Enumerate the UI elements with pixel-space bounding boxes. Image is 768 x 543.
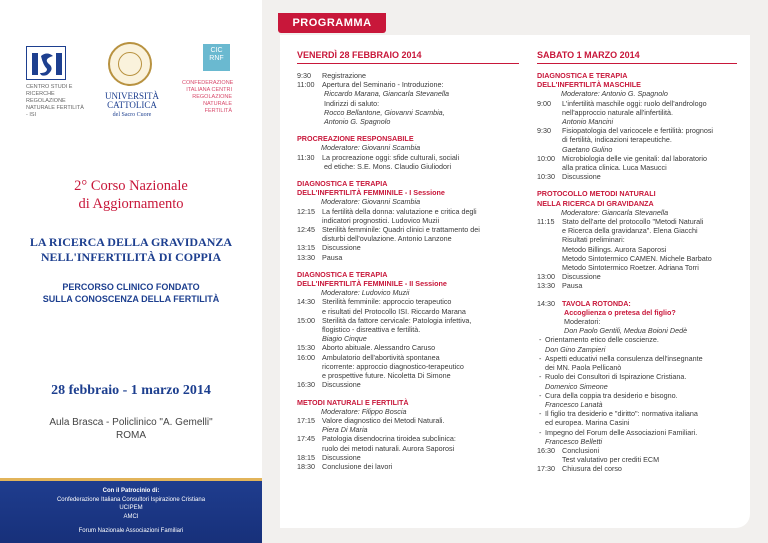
item: Discussione (322, 452, 361, 462)
schedule-row (297, 234, 507, 243)
bullet-row (537, 418, 737, 427)
bullet-row (537, 391, 737, 400)
schedule-row (297, 353, 507, 362)
item: Apertura del Seminario - Introduzione: (322, 80, 444, 90)
item: Sterilità femminile: approccio terapeutico (322, 297, 452, 307)
schedule-row (297, 207, 507, 216)
item: Il figlio tra desiderio e "diritto": normativa italiana (545, 409, 698, 419)
schedule-row (537, 117, 737, 126)
time (297, 444, 322, 453)
schedule-row (297, 444, 507, 453)
item: flogistico - disreattiva e fertilità. (322, 325, 421, 335)
event-dates: 28 febbraio - 1 marzo 2014 (51, 383, 211, 398)
day1-heading-rule (297, 63, 519, 64)
time: 10:00 (537, 153, 555, 163)
schedule-row (297, 80, 507, 89)
item: Discussione (322, 243, 361, 253)
item: Risultati preliminari: (562, 235, 625, 245)
time (537, 235, 562, 244)
speakers: Francesco Belletti (545, 436, 603, 446)
bullet-row (537, 400, 737, 409)
bullet-row (537, 372, 737, 381)
moderator: Don Paolo Gentili, Medua Boioni Dedè (564, 326, 688, 336)
course-subtitle (0, 281, 262, 305)
item: disturbi dell'ovulazione. Antonio Lanzone (322, 234, 452, 244)
time (537, 455, 562, 464)
time: 17:30 (537, 464, 555, 474)
day2-heading-rule (537, 63, 737, 64)
schedule-row (297, 371, 507, 380)
time (297, 334, 322, 343)
speakers: Don Gino Zampieri (545, 344, 606, 354)
speakers: Francesco Lanatà (545, 399, 603, 409)
schedule-row (297, 434, 507, 443)
item: Ambulatorio dell'abortività spontanea (322, 352, 440, 362)
time (537, 108, 562, 117)
speakers: Antonio G. Spagnolo (324, 117, 391, 127)
item: alla pratica clinica. Luca Masucci (562, 163, 667, 173)
section-title: DIAGNOSTICA E TERAPIA (537, 71, 628, 80)
schedule-row (537, 464, 737, 473)
schedule-row (537, 226, 737, 235)
schedule-row (537, 172, 737, 181)
schedule-row (537, 263, 737, 272)
time (537, 245, 562, 254)
speakers: Rocco Bellantone, Giovanni Scambia, (324, 107, 445, 117)
section-title: DIAGNOSTICA E TERAPIA (297, 269, 388, 279)
time: 15:00 (297, 315, 315, 325)
moderator-label: Moderatori: (564, 317, 601, 327)
item: Aborto abituale. Alessandro Caruso (322, 343, 436, 353)
schedule-row (297, 316, 507, 325)
item: Metodo Billings. Aurora Saporosi (562, 244, 667, 254)
moderator: Moderatore: Giovanni Scambia (321, 143, 421, 153)
item: Pausa (562, 281, 583, 291)
schedule-row (537, 135, 737, 144)
item: indicatori prognostici. Ludovico Muzii (322, 215, 440, 225)
time: 14:30 (297, 297, 315, 307)
section-title: TAVOLA ROTONDA: (562, 298, 631, 308)
bullet (537, 345, 545, 354)
bullet-row (537, 335, 737, 344)
ucsc-subtitle: del Sacro Cuore (112, 112, 152, 118)
ucsc-seal-icon (108, 42, 152, 86)
schedule-row (537, 281, 737, 290)
speakers: Riccardo Marana, Giancarla Stevanella (324, 89, 450, 99)
patronage-line: AMCI (123, 513, 139, 520)
section-title: DIAGNOSTICA E TERAPIA (297, 179, 388, 189)
moderator: Moderatore: Giovanni Scambia (321, 197, 421, 207)
moderator: Moderatore: Filippo Boscia (321, 406, 407, 416)
speakers: Piera Di Maria (322, 425, 368, 435)
section-title: PROCREAZIONE RESPONSABILE (297, 134, 414, 144)
venue-city: ROMA (116, 430, 146, 441)
time: 9:30 (537, 126, 551, 136)
bullet (537, 363, 545, 372)
schedule-row (297, 225, 507, 234)
time: 17:15 (297, 415, 315, 425)
time (537, 163, 562, 172)
schedule-row (297, 334, 507, 343)
item: Sterilità femminile: Quadri clinici e trattamento dei (322, 225, 480, 235)
schedule-row (297, 416, 507, 425)
time: 14:30 (537, 298, 555, 308)
program-tab: PROGRAMMA (278, 13, 386, 33)
time (297, 234, 322, 243)
section-title: Accoglienza o pretesa del figlio? (564, 307, 676, 317)
course-title (0, 177, 262, 213)
item: e prospettive future. Nicoletta Di Simone (322, 371, 451, 381)
day2-heading: SABATO 1 MARZO 2014 (537, 50, 640, 60)
item: Conclusioni (562, 445, 600, 455)
schedule-row (537, 145, 737, 154)
moderator: Moderatore: Giancarla Stevanella (561, 207, 669, 217)
bullet (537, 437, 545, 446)
course-subtitle-line: SULLA CONOSCENZA DELLA FERTILITÀ (42, 294, 220, 304)
time (537, 145, 562, 154)
time (297, 325, 322, 334)
item: Discussione (562, 272, 601, 282)
isi-logo (26, 46, 66, 80)
schedule-row (297, 243, 507, 252)
time (297, 362, 322, 371)
item: Metodo Sintotermico Roetzer. Adriana Torri (562, 263, 699, 273)
speakers: Antonio Mancini (562, 117, 614, 127)
item: Patologia disendocrina tiroidea subclinica: (322, 434, 456, 444)
schedule-row (537, 254, 737, 263)
time: 15:30 (297, 343, 315, 353)
item: Valore diagnostico dei Metodi Naturali. (322, 415, 445, 425)
item: ricorrente: approccio diagnostico-terapeutico (322, 361, 464, 371)
item: ed europea. Marina Casini (545, 418, 630, 428)
time (297, 307, 322, 316)
schedule-row (297, 71, 507, 80)
bullet: - (539, 335, 542, 345)
item: Orientamento etico delle coscienze. (545, 335, 659, 345)
time: 11:00 (297, 80, 315, 90)
item: e Ricerca della gravidanza". Elena Giacchi (562, 226, 698, 236)
time: 9:00 (537, 98, 551, 108)
schedule-row (297, 253, 507, 262)
item: Registrazione (322, 71, 366, 80)
time: 13:30 (537, 281, 555, 291)
section-title: DELL'INFERTILITÀ FEMMINILE - II Sessione (297, 279, 447, 289)
bullet: - (539, 353, 542, 363)
schedule-row (537, 163, 737, 172)
main-title-line: LA RICERCA DELLA GRAVIDANZA (29, 235, 233, 249)
time: 18:30 (297, 461, 315, 471)
bullet (537, 382, 545, 391)
time (297, 425, 322, 434)
section-title: PROTOCOLLO METODI NATURALI (537, 189, 656, 199)
time: 16:30 (297, 380, 315, 390)
item: La procreazione oggi: sfide culturali, sociali (322, 152, 460, 162)
time: 12:45 (297, 225, 315, 235)
schedule-row (537, 446, 737, 455)
section-title: DELL'INFERTILITÀ MASCHILE (537, 80, 641, 90)
time: 11:30 (297, 152, 315, 162)
item: Conclusione dei lavori (322, 461, 393, 471)
schedule-row (537, 245, 737, 254)
time: 13:00 (537, 272, 555, 282)
time: 17:45 (297, 434, 315, 444)
time: 13:15 (297, 243, 315, 253)
speakers: Gaetano Gulino (562, 144, 613, 154)
time: 13:30 (297, 252, 315, 262)
time (537, 135, 562, 144)
bullet: - (539, 409, 542, 419)
section-title: DELL'INFERTILITÀ FEMMINILE - I Sessione (297, 188, 445, 198)
event-venue (0, 416, 262, 442)
section-gap (537, 291, 737, 299)
bullet-row (537, 428, 737, 437)
time: 18:15 (297, 452, 315, 462)
schedule-row (297, 462, 507, 471)
time: 12:15 (297, 206, 315, 216)
bullet-row (537, 345, 737, 354)
schedule-row (537, 235, 737, 244)
schedule-row (297, 362, 507, 371)
item: dei MN. Paola Pellicanò (545, 363, 622, 373)
item: Metodo Sintotermico CAMEN. Michele Barbato (562, 253, 712, 263)
time (297, 371, 322, 380)
speakers: Biagio Cinque (322, 334, 367, 344)
item: Ruolo dei Consultori di Ispirazione Cristiana. (545, 372, 687, 382)
main-title (0, 235, 262, 265)
schedule-row (537, 154, 737, 163)
item: Discussione (562, 172, 601, 182)
item: e risultati del Protocollo ISI. Riccardo Marana (322, 306, 466, 316)
moderator: Moderatore: Antonio G. Spagnolo (561, 89, 668, 99)
item: Sterilità da fattore cervicale: Patologia infettiva, (322, 315, 472, 325)
schedule-row (297, 380, 507, 389)
schedule-row (297, 297, 507, 306)
item: Discussione (322, 380, 361, 390)
bullet: - (539, 372, 542, 382)
schedule-row (537, 126, 737, 135)
item: Indirizzi di saluto: (324, 98, 380, 108)
bullet (537, 400, 545, 409)
moderator: Moderatore: Ludovico Muzii (321, 288, 410, 298)
item: Test valutativo per crediti ECM (562, 455, 660, 465)
venue-line: Aula Brasca - Policlinico "A. Gemelli" (49, 417, 213, 428)
bullet: - (539, 427, 542, 437)
day2-column (537, 71, 737, 474)
time: 10:30 (537, 172, 555, 182)
schedule-row (297, 453, 507, 462)
schedule-row (297, 307, 507, 316)
item: Aspetti educativi nella consulenza dell'insegnante (545, 353, 703, 363)
time (537, 254, 562, 263)
item: ruolo dei metodi naturali. Aurora Saporosi (322, 443, 455, 453)
isi-caption: CENTRO STUDI E RICERCHE REGOLAZIONE NATURALE FERTILITÀ - ISI (26, 84, 84, 118)
time: 11:15 (537, 217, 555, 227)
schedule-row (297, 425, 507, 434)
patronage-line: Confederazione Italiana Consultori Ispirazione Cristiana (56, 496, 206, 503)
course-title-line: 2° Corso Nazionale (74, 178, 188, 194)
item: nell'approccio naturale all'infertilità. (562, 107, 674, 117)
item: Pausa (322, 252, 343, 262)
time (537, 117, 562, 126)
item: Chiusura del corso (562, 464, 622, 474)
section-title: NELLA RICERCA DI GRAVIDANZA (537, 198, 654, 208)
course-subtitle-line: PERCORSO CLINICO FONDATO (62, 282, 200, 292)
bullet-row (537, 363, 737, 372)
bullet-row (537, 409, 737, 418)
bullet-row (537, 354, 737, 363)
schedule-row (537, 99, 737, 108)
day1-column (297, 71, 507, 471)
item: L'infertilità maschile oggi: ruolo dell'andrologo (562, 98, 707, 108)
main-title-line: NELL'INFERTILITÀ DI COPPIA (40, 250, 222, 264)
cic-logo: CIC RNF (203, 44, 230, 71)
time: 16:30 (537, 445, 555, 455)
section-title: METODI NATURALI E FERTILITÀ (297, 397, 409, 407)
bullet-row (537, 382, 737, 391)
schedule-row (297, 343, 507, 352)
time (537, 263, 562, 272)
bullet: - (539, 390, 542, 400)
patronage-line: Forum Nazionale Associazioni Familiari (78, 528, 184, 534)
speakers: Domenico Simeone (545, 381, 608, 391)
schedule-row (537, 299, 737, 308)
cic-caption: CONFEDERAZIONE ITALIANA CENTRI REGOLAZIONE NATURALE FERTILITÀ (182, 80, 234, 114)
item: Impegno del Forum delle Associazioni Familiari. (545, 427, 698, 437)
item: di fertilità, indicazioni terapeutiche. (562, 135, 672, 145)
schedule-row (537, 217, 737, 226)
item: Fisiopatologia del varicocele e fertilità: prognosi (562, 126, 714, 136)
item: ed etiche: S.E. Mons. Claudio Giuliodori (324, 161, 452, 171)
bullet-row (537, 437, 737, 446)
course-title-line: di Aggiornamento (78, 196, 184, 212)
time (537, 226, 562, 235)
schedule-row (297, 216, 507, 225)
ucsc-name: UNIVERSITÀ CATTOLICA (105, 91, 159, 110)
day1-heading: VENERDÌ 28 FEBBRAIO 2014 (297, 50, 422, 60)
schedule-row (537, 272, 737, 281)
time: 16:00 (297, 352, 315, 362)
bullet (537, 418, 545, 427)
item: Microbiologia delle vie genitali: dal laboratorio (562, 153, 708, 163)
patronage-title: Con il Patrocinio di: (102, 488, 160, 494)
schedule-row (297, 153, 507, 162)
schedule-row (297, 325, 507, 334)
time: 9:30 (297, 71, 311, 80)
schedule-row (537, 108, 737, 117)
item: Stato dell'arte del protocollo "Metodi Naturali (562, 217, 704, 227)
item: La fertilità della donna: valutazione e critica degli (322, 206, 477, 216)
schedule-row (537, 455, 737, 464)
item: Cura della coppia tra desiderio e bisogno. (545, 390, 678, 400)
patronage-line: UCIPEM (119, 505, 143, 511)
patronage-block (0, 487, 262, 536)
time (297, 216, 322, 225)
